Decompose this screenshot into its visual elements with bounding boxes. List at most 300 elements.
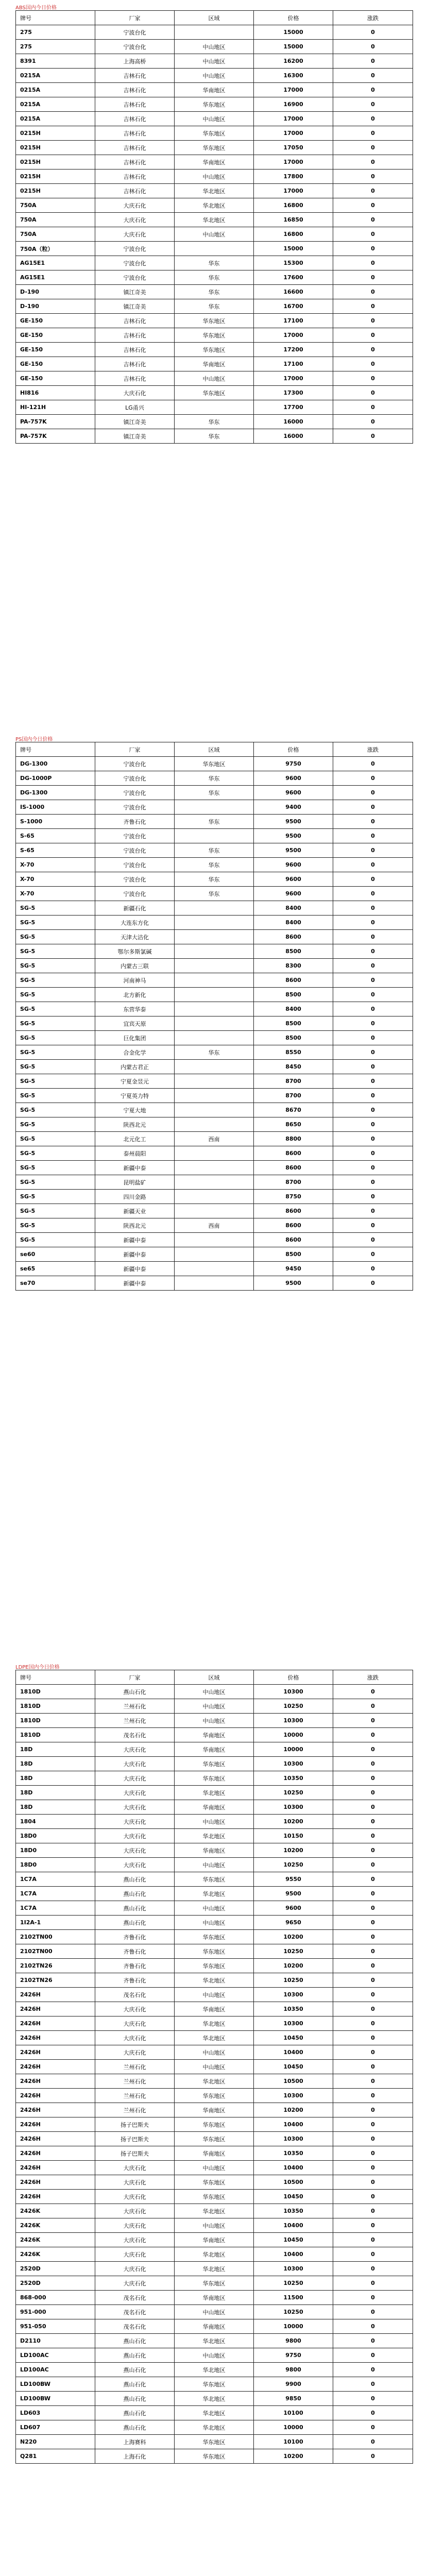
cell-maker: 大庆石化 [95, 1815, 175, 1829]
cell-model: SG-5 [16, 1218, 95, 1233]
cell-model: PA-757K [16, 429, 95, 444]
section-title: LDPE国内今日价格 [15, 1665, 60, 1670]
cell-model: 2426H [16, 1988, 95, 2002]
cell-region: 中山地区 [175, 170, 254, 184]
table-row [16, 386, 413, 400]
cell-change: 0 [333, 843, 413, 858]
cell-maker: 大庆石化 [95, 2233, 175, 2247]
cell-model: SG-5 [16, 1132, 95, 1146]
cell-change: 0 [333, 1074, 413, 1089]
cell-region: 华北地区 [175, 2074, 254, 2089]
cell-region: 华东地区 [175, 343, 254, 357]
table-row [16, 1757, 413, 1771]
cell-maker: 宁波台化 [95, 757, 175, 771]
cell-maker: 兰州石化 [95, 2074, 175, 2089]
cell-model: 1810D [16, 1728, 95, 1742]
cell-model: SG-5 [16, 1045, 95, 1060]
cell-maker: 扬子巴斯夫 [95, 2146, 175, 2161]
table-row [16, 429, 413, 444]
cell-region: 华北地区 [175, 1973, 254, 1988]
cell-maker: 吉林石化 [95, 141, 175, 155]
table-row [16, 213, 413, 227]
cell-price: 10400 [254, 2247, 333, 2262]
cell-maker: 大庆石化 [95, 2190, 175, 2204]
cell-change: 0 [333, 126, 413, 141]
cell-change: 0 [333, 97, 413, 112]
table-row [16, 1045, 413, 1060]
cell-maker: 扬子巴斯夫 [95, 2117, 175, 2132]
cell-maker: 大庆石化 [95, 1829, 175, 1843]
cell-region: 华东 [175, 858, 254, 872]
table-row [16, 1944, 413, 1959]
table-row [16, 786, 413, 800]
cell-price: 8800 [254, 1132, 333, 1146]
column-header-maker: 厂家 [95, 742, 175, 757]
cell-maker: 兰州石化 [95, 2060, 175, 2074]
cell-region [175, 1175, 254, 1190]
cell-maker: 大庆石化 [95, 1771, 175, 1786]
cell-model: 2520D [16, 2276, 95, 2291]
cell-maker: 巨化集团 [95, 1031, 175, 1045]
table-row [16, 227, 413, 242]
cell-change: 0 [333, 944, 413, 959]
cell-region: 中山地区 [175, 2218, 254, 2233]
cell-region: 华东地区 [175, 1872, 254, 1887]
table-row [16, 2175, 413, 2190]
cell-change: 0 [333, 2449, 413, 2464]
cell-price: 10400 [254, 2218, 333, 2233]
cell-maker: 宁波台化 [95, 771, 175, 786]
cell-region: 华东地区 [175, 1771, 254, 1786]
cell-region [175, 1031, 254, 1045]
cell-price: 8670 [254, 1103, 333, 1117]
cell-price: 10300 [254, 1714, 333, 1728]
cell-region: 中山地区 [175, 371, 254, 386]
cell-region: 华南地区 [175, 2319, 254, 2334]
cell-model: 951-050 [16, 2319, 95, 2334]
cell-region [175, 1247, 254, 1262]
cell-region: 华南地区 [175, 1742, 254, 1757]
cell-change: 0 [333, 1233, 413, 1247]
cell-change: 0 [333, 2348, 413, 2363]
cell-price: 9600 [254, 1901, 333, 1916]
table-row [16, 1218, 413, 1233]
cell-maker: 大庆石化 [95, 213, 175, 227]
table-row [16, 1204, 413, 1218]
table-row [16, 2190, 413, 2204]
cell-price: 8500 [254, 1247, 333, 1262]
cell-region: 华东地区 [175, 757, 254, 771]
column-header-change: 涨跌 [333, 1670, 413, 1685]
cell-model: S-65 [16, 829, 95, 843]
cell-region: 中山地区 [175, 1699, 254, 1714]
cell-region: 华北地区 [175, 2420, 254, 2435]
cell-maker: 大庆石化 [95, 2002, 175, 2016]
cell-change: 0 [333, 2420, 413, 2435]
cell-region: 华北地区 [175, 2334, 254, 2348]
cell-maker: 宁波台化 [95, 858, 175, 872]
cell-price: 10400 [254, 2045, 333, 2060]
cell-price: 9600 [254, 872, 333, 887]
cell-region: 华东 [175, 887, 254, 901]
cell-model: LD100AC [16, 2363, 95, 2377]
cell-change: 0 [333, 357, 413, 371]
cell-maker: 吉林石化 [95, 314, 175, 328]
cell-model: 2426K [16, 2218, 95, 2233]
cell-change: 0 [333, 69, 413, 83]
cell-change: 0 [333, 2218, 413, 2233]
cell-maker: 宁波台化 [95, 887, 175, 901]
cell-price: 9900 [254, 2377, 333, 2392]
cell-region [175, 959, 254, 973]
cell-region [175, 1060, 254, 1074]
cell-model: 0215H [16, 155, 95, 170]
cell-maker: 吉林石化 [95, 83, 175, 97]
cell-maker: 宁波台化 [95, 270, 175, 285]
cell-change: 0 [333, 112, 413, 126]
cell-change: 0 [333, 270, 413, 285]
cell-model: 0215H [16, 184, 95, 198]
table-row [16, 2319, 413, 2334]
table-row [16, 930, 413, 944]
table-row [16, 2103, 413, 2117]
table-row [16, 1959, 413, 1973]
table-row [16, 343, 413, 357]
cell-region: 华南地区 [175, 2002, 254, 2016]
cell-maker: 燕山石化 [95, 2406, 175, 2420]
cell-maker: 燕山石化 [95, 2348, 175, 2363]
cell-model: 2426H [16, 2016, 95, 2031]
cell-change: 0 [333, 429, 413, 444]
cell-price: 10300 [254, 2089, 333, 2103]
cell-region: 中山地区 [175, 2060, 254, 2074]
cell-maker: 大连东方化 [95, 916, 175, 930]
cell-change: 0 [333, 2002, 413, 2016]
cell-model: 2102TN26 [16, 1973, 95, 1988]
column-header-change: 涨跌 [333, 742, 413, 757]
cell-model: 2426K [16, 2247, 95, 2262]
cell-price: 10100 [254, 2435, 333, 2449]
cell-region: 华北地区 [175, 2247, 254, 2262]
table-row [16, 2449, 413, 2464]
table-row [16, 1060, 413, 1074]
cell-price: 10300 [254, 2016, 333, 2031]
cell-model: 0215A [16, 97, 95, 112]
cell-price: 10300 [254, 2132, 333, 2146]
cell-change: 0 [333, 1728, 413, 1742]
cell-change: 0 [333, 829, 413, 843]
cell-change: 0 [333, 800, 413, 815]
cell-maker: 宁波台化 [95, 786, 175, 800]
table-row [16, 1117, 413, 1132]
cell-model: GE-150 [16, 371, 95, 386]
cell-price: 16300 [254, 69, 333, 83]
cell-model: 8391 [16, 54, 95, 69]
cell-maker: 燕山石化 [95, 2334, 175, 2348]
cell-price: 10300 [254, 1757, 333, 1771]
cell-price: 16850 [254, 213, 333, 227]
table-row [16, 1685, 413, 1699]
cell-price: 17000 [254, 328, 333, 343]
table-row [16, 1742, 413, 1757]
cell-model: 18D [16, 1800, 95, 1815]
column-header-price: 价格 [254, 1670, 333, 1685]
cell-model: DG-1300 [16, 786, 95, 800]
cell-maker: 吉林石化 [95, 184, 175, 198]
cell-region [175, 1276, 254, 1291]
table-row [16, 757, 413, 771]
cell-region: 中山地区 [175, 2348, 254, 2363]
cell-model: 1810D [16, 1699, 95, 1714]
table-row [16, 2031, 413, 2045]
cell-maker: 茂名石化 [95, 2305, 175, 2319]
cell-maker: 宁波台化 [95, 40, 175, 54]
cell-change: 0 [333, 1031, 413, 1045]
cell-maker: 吉林石化 [95, 357, 175, 371]
cell-region: 华东地区 [175, 314, 254, 328]
cell-change: 0 [333, 1218, 413, 1233]
cell-change: 0 [333, 25, 413, 40]
cell-maker: 吉林石化 [95, 97, 175, 112]
cell-model: 2520D [16, 2262, 95, 2276]
table-row [16, 400, 413, 415]
cell-region: 中山地区 [175, 1714, 254, 1728]
cell-change: 0 [333, 2435, 413, 2449]
cell-change: 0 [333, 415, 413, 429]
cell-change: 0 [333, 198, 413, 213]
cell-change: 0 [333, 1247, 413, 1262]
cell-model: DG-1000P [16, 771, 95, 786]
cell-change: 0 [333, 1161, 413, 1175]
cell-maker: 大庆石化 [95, 1843, 175, 1858]
cell-price: 15000 [254, 40, 333, 54]
cell-price: 10400 [254, 2117, 333, 2132]
table-row [16, 314, 413, 328]
table-row [16, 2204, 413, 2218]
cell-price: 8400 [254, 901, 333, 916]
table-row [16, 1161, 413, 1175]
cell-region: 华东 [175, 815, 254, 829]
cell-model: 2426K [16, 2204, 95, 2218]
table-row [16, 2406, 413, 2420]
cell-maker: 新疆石化 [95, 901, 175, 916]
cell-model: DG-1300 [16, 757, 95, 771]
cell-model: SG-5 [16, 901, 95, 916]
cell-price: 8500 [254, 988, 333, 1002]
cell-region: 华东 [175, 872, 254, 887]
cell-price: 16800 [254, 198, 333, 213]
cell-change: 0 [333, 170, 413, 184]
cell-price: 8600 [254, 1204, 333, 1218]
cell-model: 2426H [16, 2161, 95, 2175]
cell-model: 2426H [16, 2074, 95, 2089]
cell-maker: 东营华泰 [95, 1002, 175, 1016]
cell-price: 10300 [254, 1988, 333, 2002]
cell-change: 0 [333, 1901, 413, 1916]
column-header-price: 价格 [254, 742, 333, 757]
table-row [16, 69, 413, 83]
cell-maker: 齐鲁石化 [95, 1930, 175, 1944]
cell-region: 华东 [175, 843, 254, 858]
cell-price: 9450 [254, 1262, 333, 1276]
table-row [16, 973, 413, 988]
cell-price: 8500 [254, 1031, 333, 1045]
cell-maker: 燕山石化 [95, 1685, 175, 1699]
cell-price: 17300 [254, 386, 333, 400]
cell-price: 9550 [254, 1872, 333, 1887]
cell-price: 17000 [254, 155, 333, 170]
cell-maker: 大庆石化 [95, 2045, 175, 2060]
cell-price: 8700 [254, 1175, 333, 1190]
cell-region [175, 1233, 254, 1247]
cell-maker: 大庆石化 [95, 227, 175, 242]
cell-change: 0 [333, 2377, 413, 2392]
price-table [15, 1670, 413, 2464]
cell-model: 2426H [16, 2103, 95, 2117]
cell-model: 1I2A-1 [16, 1916, 95, 1930]
table-row [16, 2435, 413, 2449]
cell-region: 华东地区 [175, 386, 254, 400]
cell-maker: 大庆石化 [95, 386, 175, 400]
cell-region: 中山地区 [175, 1815, 254, 1829]
table-row [16, 887, 413, 901]
cell-price: 17000 [254, 112, 333, 126]
cell-model: 1C7A [16, 1887, 95, 1901]
cell-change: 0 [333, 1843, 413, 1858]
cell-price: 10350 [254, 1771, 333, 1786]
cell-region: 华北地区 [175, 2016, 254, 2031]
table-row [16, 2247, 413, 2262]
cell-maker: 吉林石化 [95, 69, 175, 83]
cell-price: 10450 [254, 2060, 333, 2074]
cell-price: 9400 [254, 800, 333, 815]
table-row [16, 299, 413, 314]
section-title: PS国内今日价格 [15, 737, 53, 742]
cell-region: 华东地区 [175, 2089, 254, 2103]
table-row [16, 944, 413, 959]
cell-change: 0 [333, 988, 413, 1002]
cell-region [175, 1146, 254, 1161]
cell-change: 0 [333, 2031, 413, 2045]
cell-model: 2426H [16, 2002, 95, 2016]
cell-maker: 宜宾天原 [95, 1016, 175, 1031]
cell-model: SG-5 [16, 1204, 95, 1218]
cell-maker: 兰州石化 [95, 1699, 175, 1714]
cell-change: 0 [333, 2406, 413, 2420]
cell-region: 华北地区 [175, 2262, 254, 2276]
cell-maker: 吉林石化 [95, 155, 175, 170]
cell-price: 10350 [254, 2204, 333, 2218]
table-row [16, 97, 413, 112]
cell-price: 8600 [254, 1218, 333, 1233]
cell-maker: 茂名石化 [95, 1988, 175, 2002]
cell-model: 2426H [16, 2190, 95, 2204]
cell-maker: 宁波台化 [95, 242, 175, 256]
cell-change: 0 [333, 2363, 413, 2377]
table-row [16, 415, 413, 429]
table-header-row [16, 11, 413, 25]
cell-price: 9650 [254, 1916, 333, 1930]
cell-model: 750A [16, 198, 95, 213]
cell-change: 0 [333, 815, 413, 829]
table-row [16, 270, 413, 285]
cell-region: 华南地区 [175, 155, 254, 170]
cell-price: 8600 [254, 1233, 333, 1247]
cell-price: 15000 [254, 242, 333, 256]
cell-region: 华东地区 [175, 2276, 254, 2291]
table-row [16, 285, 413, 299]
cell-price: 16600 [254, 285, 333, 299]
cell-region: 华东地区 [175, 2190, 254, 2204]
cell-model: HI816 [16, 386, 95, 400]
cell-price: 10200 [254, 1815, 333, 1829]
cell-maker: 内蒙古三联 [95, 959, 175, 973]
cell-model: SG-5 [16, 1190, 95, 1204]
cell-model: SG-5 [16, 988, 95, 1002]
cell-model: 18D [16, 1786, 95, 1800]
cell-price: 8600 [254, 1161, 333, 1175]
cell-model: SG-5 [16, 930, 95, 944]
table-row [16, 1276, 413, 1291]
cell-maker: 燕山石化 [95, 1916, 175, 1930]
column-header-region: 区域 [175, 1670, 254, 1685]
cell-model: AG15E1 [16, 270, 95, 285]
cell-model: 2102TN00 [16, 1930, 95, 1944]
cell-price: 9750 [254, 2348, 333, 2363]
cell-maker: 大庆石化 [95, 1786, 175, 1800]
table-row [16, 815, 413, 829]
table-row [16, 83, 413, 97]
table-row [16, 2002, 413, 2016]
cell-maker: 内蒙古君正 [95, 1060, 175, 1074]
cell-maker: 吉林石化 [95, 328, 175, 343]
cell-price: 9600 [254, 858, 333, 872]
cell-region: 华北地区 [175, 2031, 254, 2045]
cell-change: 0 [333, 242, 413, 256]
table-row [16, 126, 413, 141]
table-row [16, 1815, 413, 1829]
cell-region: 中山地区 [175, 1988, 254, 2002]
cell-region [175, 901, 254, 916]
cell-price: 16700 [254, 299, 333, 314]
cell-model: 2426H [16, 2060, 95, 2074]
cell-change: 0 [333, 1872, 413, 1887]
table-row [16, 1786, 413, 1800]
table-row [16, 328, 413, 343]
cell-change: 0 [333, 2305, 413, 2319]
cell-maker: 大庆石化 [95, 2031, 175, 2045]
cell-change: 0 [333, 1800, 413, 1815]
table-row [16, 1728, 413, 1742]
cell-change: 0 [333, 1699, 413, 1714]
cell-change: 0 [333, 1276, 413, 1291]
cell-price: 10450 [254, 2031, 333, 2045]
cell-model: 2426H [16, 2117, 95, 2132]
cell-region [175, 988, 254, 1002]
cell-model: S-65 [16, 843, 95, 858]
cell-change: 0 [333, 2175, 413, 2190]
cell-change: 0 [333, 343, 413, 357]
table-row [16, 170, 413, 184]
cell-change: 0 [333, 1016, 413, 1031]
cell-maker: 大庆石化 [95, 2161, 175, 2175]
cell-model: 0215H [16, 126, 95, 141]
cell-region [175, 829, 254, 843]
cell-maker: 茂名石化 [95, 2319, 175, 2334]
cell-price: 9750 [254, 757, 333, 771]
cell-region: 华东地区 [175, 328, 254, 343]
cell-region [175, 973, 254, 988]
